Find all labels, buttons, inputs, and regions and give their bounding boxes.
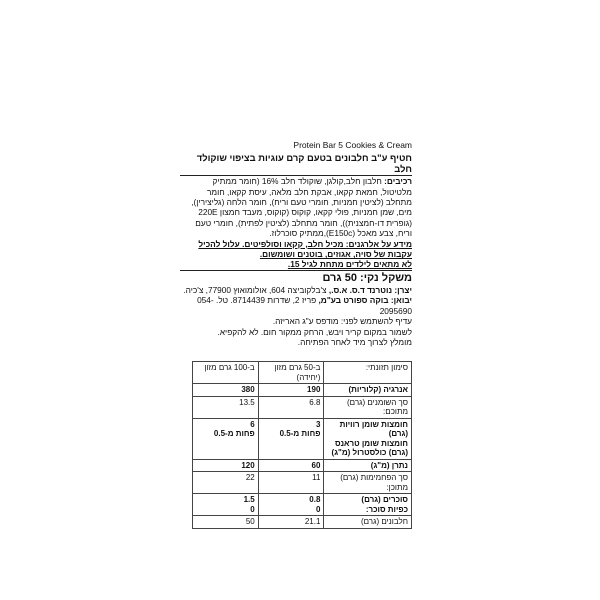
nutrient-name-main: סך השומנים (גרם) — [347, 397, 408, 407]
value-per-bar — [258, 396, 324, 418]
value-per-bar — [258, 384, 324, 397]
value-per-100g-sub: פחות מ-0.5 — [213, 429, 255, 439]
allergen-text: מידע על אלרגנים: מכיל חלב, קקאו וסולפיטים. עלול להכיל עקבות של סויה, אגוזים, בוטנים ושומשום. — [198, 238, 412, 260]
nutrient-name — [324, 459, 412, 472]
nutrient-name-main: נתרן (מ"ג) — [370, 460, 408, 470]
nutrient-name-sub: מתוכן: — [386, 482, 408, 492]
nutrient-name-main: סוכרים (גרם) — [361, 495, 408, 505]
nutrition-header-per-100g: ב-100 גרם מזון — [193, 362, 259, 384]
value-per-bar — [258, 472, 324, 494]
producer-name: יצרן: נוטרנד ד.ס. א.ס., — [328, 284, 412, 295]
value-per-100g — [193, 516, 259, 529]
importer-address: פריז 2, שדרות 8714439. טל. 054-2095690 — [197, 295, 412, 316]
producer-line — [180, 285, 412, 295]
value-per-bar-main: 6.8 — [309, 397, 321, 407]
nutrition-row — [193, 516, 412, 529]
value-per-100g — [193, 494, 259, 516]
value-per-bar — [258, 494, 324, 516]
nutrient-name-main: חלבונים (גרם) — [360, 517, 408, 527]
nutrient-name — [324, 516, 412, 529]
storage-instructions: לשמור במקום קריר ויבש, הרחק ממקור חום. לא להקפיא. — [217, 326, 412, 337]
nutrition-row — [193, 396, 412, 418]
nutrient-name — [324, 396, 412, 418]
value-per-bar-main: 190 — [307, 385, 321, 395]
value-per-100g — [193, 418, 259, 459]
ingredients-heading: רכיבים: — [384, 176, 412, 187]
nutrition-header-row — [193, 362, 412, 384]
value-per-100g — [193, 396, 259, 418]
best-before: עדיף להשתמש לפני: מודפס ע"ג האריזה. — [272, 316, 412, 327]
allergen-info — [180, 239, 412, 271]
value-per-bar — [258, 459, 324, 472]
nutrition-row — [193, 418, 412, 459]
value-per-bar — [258, 418, 324, 459]
nutrient-name — [324, 472, 412, 494]
value-per-bar-main: 60 — [311, 460, 321, 470]
english-product-name: Protein Bar 5 Cookies & Cream — [293, 140, 412, 150]
value-per-bar-main: 11 — [312, 473, 321, 483]
nutrition-row — [193, 472, 412, 494]
consume-after-opening: מומלץ לצרוך מיד לאחר הפתיחה. — [297, 336, 412, 347]
ingredients — [180, 176, 412, 238]
nutrient-name-main: אנרגיה (קלוריות) — [348, 385, 408, 395]
value-per-bar-main: 0.8 — [309, 495, 321, 505]
value-per-100g — [193, 459, 259, 472]
value-per-bar-sub: פחות מ-0.5 — [279, 429, 321, 439]
nutrient-name-main: סך הפחמימות (גרם) — [340, 473, 408, 483]
product-label — [180, 140, 412, 529]
value-per-100g-sub: 0 — [250, 504, 255, 514]
nutrition-row — [193, 384, 412, 397]
value-per-100g-main: 13.5 — [239, 397, 255, 407]
value-per-bar-sub: 0 — [315, 504, 321, 514]
nutrient-name-sub: מתוכם: — [383, 407, 408, 417]
value-per-bar — [258, 516, 324, 529]
product-title: חטיף ע"ב חלבונים בטעם קרם עוגיות בציפוי שוקולד חלב — [180, 153, 412, 176]
nutrient-name — [324, 494, 412, 516]
nutrition-row — [193, 494, 412, 516]
value-per-bar-main: 21.1 — [304, 517, 321, 527]
value-per-bar-main: 3 — [315, 419, 321, 429]
importer-name: יבואן: בוקה ספורט בע"מ, — [318, 295, 412, 306]
value-per-100g-main: 6 — [250, 419, 255, 429]
nutrition-header-per-bar: ב-50 גרם מזון (יחידה) — [258, 362, 324, 384]
nutrient-name — [324, 384, 412, 397]
value-per-100g — [193, 384, 259, 397]
nutrient-name-sub: חומצות שומן טראנס (גרם) כולסטרול (מ"ג) — [331, 438, 408, 458]
value-per-100g-main: 50 — [245, 517, 255, 527]
nutrition-row — [193, 459, 412, 472]
value-per-100g-main: 1.5 — [243, 495, 255, 505]
value-per-100g-main: 120 — [241, 460, 255, 470]
nutrient-name-sub: כפיות סוכר: — [365, 504, 408, 514]
value-per-100g-main: 380 — [241, 385, 255, 395]
net-weight: משקל נקי: 50 גרם — [322, 271, 412, 284]
value-per-100g — [193, 472, 259, 494]
nutrient-name-main: חומצות שומן רוויות (גרם) — [339, 419, 408, 439]
nutrition-header-label: סימון תזונתי: — [324, 362, 412, 384]
nutrition-table — [192, 361, 412, 529]
producer-address: צ'בלקוביצה 604, אולומואוץ 77900, צ'כיה. — [183, 284, 329, 295]
age-warning: לא מתאים לילדים מתחת לגיל 15. — [287, 259, 412, 270]
ingredients-text: חלבון חלב,קולגן, שוקולד חלב 16% (חומר ממתיק מלטיטול, חמאת קקאו, אבקת חלב מלאה, עיסת קקאו, חומר מתחלב (לציטין חמניות, חומרי טעם וריח), חומר הלחה (גליצירין), מים, שמן חמניות, פולי קקאו, קוקוס (קוקוס, מעבד חמצון 220E (גופרית דו-חמצנית)), חומר מתחלב (לציטין לפתית), חומרי טעם וריח, צבע מאכל (E150c),ממתיק סוכרלוז. — [191, 176, 412, 239]
nutrient-name — [324, 418, 412, 459]
value-per-100g-main: 22 — [245, 473, 255, 483]
importer-line — [180, 295, 412, 316]
